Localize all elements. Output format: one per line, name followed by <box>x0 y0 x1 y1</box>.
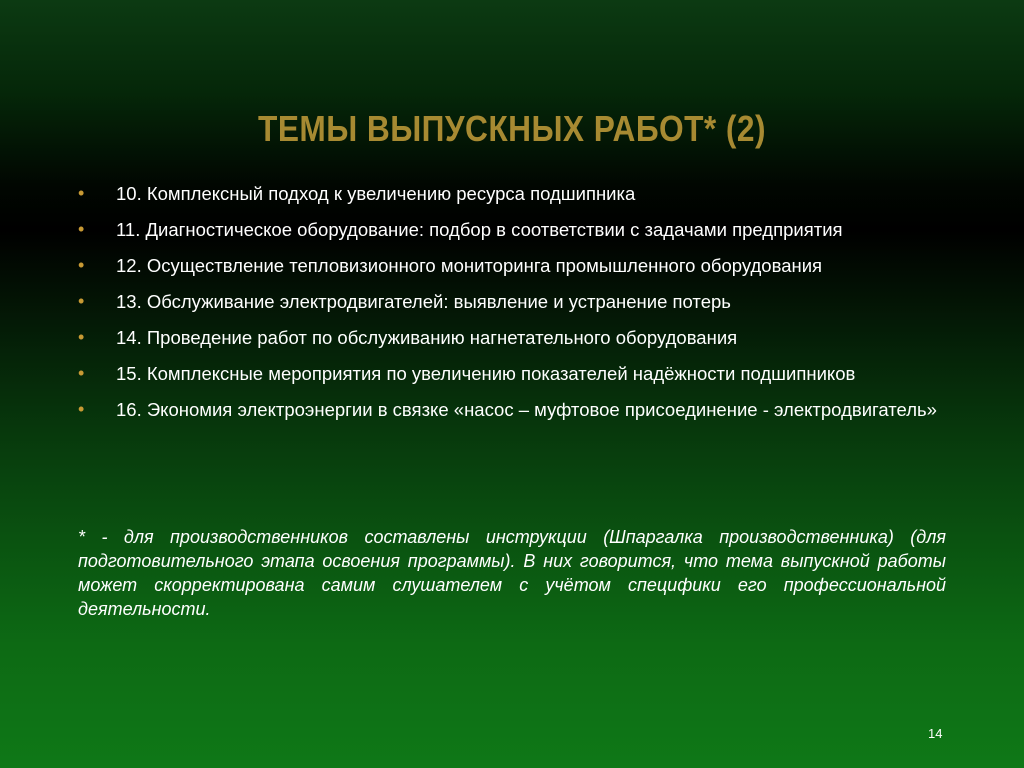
topic-text: 15. Комплексные мероприятия по увеличению показателей надёжности подшипников <box>116 363 856 384</box>
list-item <box>78 182 948 205</box>
page-number: 14 <box>928 726 943 741</box>
bullet-icon: • <box>78 183 85 203</box>
bullet-icon: • <box>78 327 85 347</box>
bullet-icon: • <box>78 399 85 419</box>
list-item <box>78 218 948 241</box>
topic-text: 11. Диагностическое оборудование: подбор в соответствии с задачами предприятия <box>116 219 843 240</box>
footnote: * - для производственников составлены инструкции (Шпаргалка производственника) (для подготовительного этапа освоения программы). В них говорится, что тема выпускной работы может скорректирована самим слушателем с учётом специфики его профессиональной деятельности. <box>78 527 946 619</box>
list-item <box>78 326 948 349</box>
topics-list <box>78 182 948 434</box>
topic-text: 16. Экономия электроэнергии в связке «насос – муфтовое присоединение - электродвигатель» <box>116 399 937 420</box>
bullet-icon: • <box>78 219 85 239</box>
bullet-icon: • <box>78 255 85 275</box>
topic-text: 13. Обслуживание электродвигателей: выявление и устранение потерь <box>116 291 731 312</box>
list-item <box>78 290 948 313</box>
bullet-icon: • <box>78 363 85 383</box>
list-item <box>78 362 948 385</box>
slide-title: ТЕМЫ ВЫПУСКНЫХ РАБОТ* (2) <box>258 108 766 149</box>
topic-text: 10. Комплексный подход к увеличению ресурса подшипника <box>116 183 636 204</box>
topic-text: 12. Осуществление тепловизионного мониторинга промышленного оборудования <box>116 255 823 276</box>
topic-text: 14. Проведение работ по обслуживанию нагнетательного оборудования <box>116 327 738 348</box>
list-item <box>78 398 948 421</box>
list-item <box>78 254 948 277</box>
bullet-icon: • <box>78 291 85 311</box>
